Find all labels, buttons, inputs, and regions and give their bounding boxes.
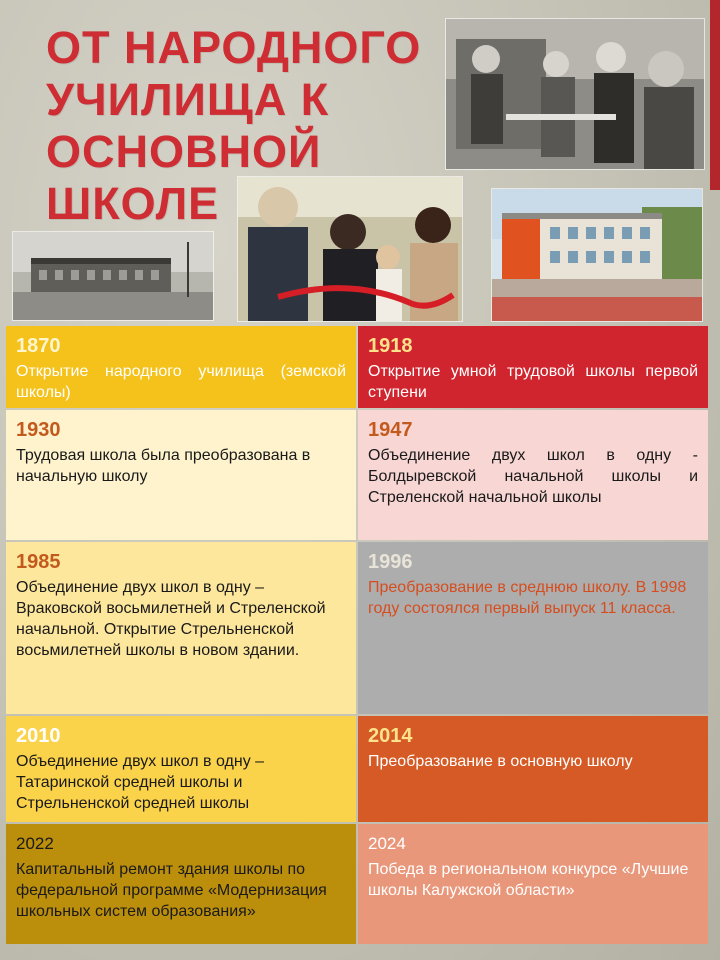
page-title: ОТ НАРОДНОГО УЧИЛИЩА К ОСНОВНОЙ ШКОЛЕ [46, 22, 422, 229]
timeline-cell-1918 [358, 326, 708, 408]
timeline-cell-1985 [6, 542, 356, 714]
timeline-year: 2022 [16, 834, 54, 853]
timeline-text: Объединение двух школ в одну – Враковской восьмилетней и Стреленской начальной. Открытие Стрельненской восьмилетней школы в новом здании. [16, 579, 326, 659]
timeline-text: Объединение двух школ в одну - Болдыревской начальной школы и Стреленской начальной школы [368, 447, 698, 506]
timeline-year: 1918 [368, 335, 413, 357]
timeline-year: 1930 [16, 419, 61, 441]
timeline-year: 1996 [368, 551, 413, 573]
old-school-building-photo [12, 231, 214, 321]
timeline-year: 2024 [368, 834, 406, 853]
ribbon-cutting-photo [237, 176, 463, 322]
timeline-cell-1996 [358, 542, 708, 714]
timeline-cell-1930 [6, 410, 356, 540]
timeline-cell-1947 [358, 410, 708, 540]
accent-edge-bar [710, 0, 720, 190]
timeline-year: 2010 [16, 725, 61, 747]
timeline-cell-2022 [6, 824, 356, 944]
timeline-text: Победа в региональном конкурсе «Лучшие школы Калужской области» [368, 861, 689, 899]
timeline-text: Капитальный ремонт здания школы по федеральной программе «Модернизация школьных систем образования» [16, 861, 327, 920]
timeline-cell-2010 [6, 716, 356, 822]
timeline-text: Открытие народного училища (земской школы) [16, 363, 346, 401]
new-school-building-photo [491, 188, 703, 322]
timeline-grid [6, 326, 708, 940]
timeline-year: 1985 [16, 551, 61, 573]
timeline-text: Преобразование в основную школу [368, 753, 633, 770]
timeline-year: 2014 [368, 725, 413, 747]
timeline-year: 1947 [368, 419, 413, 441]
timeline-cell-2024 [358, 824, 708, 944]
timeline-text: Открытие умной трудовой школы первой ступени [368, 363, 698, 401]
timeline-text: Преобразование в среднюю школу. В 1998 году состоялся первый выпуск 11 класса. [368, 579, 687, 617]
timeline-cell-2014 [358, 716, 708, 822]
timeline-cell-1870 [6, 326, 356, 408]
timeline-year: 1870 [16, 335, 61, 357]
timeline-text: Объединение двух школ в одну – Татаринской средней школы и Стрельненской средней школы [16, 753, 265, 812]
historic-ceremony-photo [445, 18, 705, 170]
timeline-text: Трудовая школа была преобразована в начальную школу [16, 447, 311, 485]
